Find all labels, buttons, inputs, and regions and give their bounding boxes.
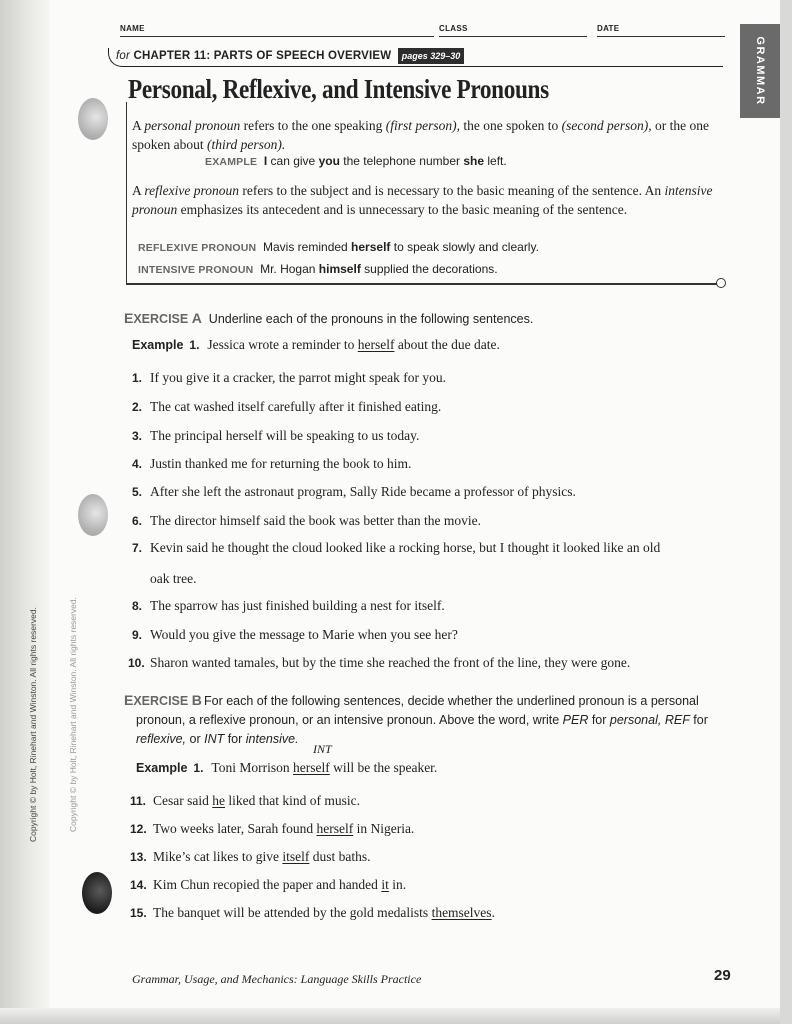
exercise-item: 2. The cat washed itself carefully after it finished eating.: [132, 399, 442, 414]
exercise-item: 9. Would you give the message to Marie when you see her?: [132, 627, 458, 642]
copyright-notice: Copyright © by Holt, Rinehart and Winston. All rights reserved.: [28, 607, 38, 842]
exercise-item-continued: oak tree.: [150, 571, 197, 586]
personal-pronoun-definition: A personal pronoun refers to the one speaking (first person), the one spoken to (second person), or the one spoken about (third person).: [132, 118, 709, 152]
grammar-side-tab: GRAMMAR: [740, 24, 780, 118]
exercise-b-heading: EXERCISE B: [124, 692, 202, 708]
exercise-item: 1. If you give it a cracker, the parrot might speak for you.: [132, 370, 446, 385]
exercise-item: 5. After she left the astronaut program, Sally Ride became a professor of physics.: [132, 484, 576, 499]
date-line: [597, 36, 725, 37]
binder-hole: [78, 494, 108, 536]
chapter-heading: for CHAPTER 11: PARTS OF SPEECH OVERVIEW: [116, 50, 392, 62]
class-label: CLASS: [439, 24, 468, 33]
exercise-item: 13. Mike’s cat likes to give itself dust baths.: [130, 849, 371, 864]
exercise-item: 14. Kim Chun recopied the paper and handed it in.: [130, 877, 407, 892]
exercise-item: 11. Cesar said he liked that kind of music.: [130, 793, 360, 808]
class-line: [439, 36, 587, 37]
exercise-b-instructions: For each of the following sentences, decide whether the underlined pronoun is a personal pronoun, a reflexive pronoun, or an intensive pronoun. Above the word, write PER for personal, REF for reflexive, or INT for intensive.: [136, 694, 708, 746]
binder-hole: [78, 98, 108, 140]
copyright-notice-faint: Copyright © by Holt, Rinehart and Winston. All rights reserved.: [68, 597, 78, 832]
footer-title: Grammar, Usage, and Mechanics: Language Skills Practice: [132, 972, 422, 986]
exercise-item: 7. Kevin said he thought the cloud looked like a rocking horse, but I thought it looked like an old: [132, 540, 661, 555]
pages-badge: pages 329–30: [398, 48, 464, 64]
reflexive-example: REFLEXIVE PRONOUN Mavis reminded herself to speak slowly and clearly.: [138, 240, 539, 254]
name-label: NAME: [120, 24, 145, 33]
reflexive-intensive-definition: A reflexive pronoun refers to the subject and is necessary to the basic meaning of the sentence. An intensive pronoun emphasizes its antecedent and is unnecessary to the basic meaning of the sentence.: [132, 183, 713, 217]
exercise-item: 12. Two weeks later, Sarah found herself in Nigeria.: [130, 821, 415, 836]
box-border: [126, 102, 127, 284]
exercise-item: 3. The principal herself will be speaking to us today.: [132, 428, 420, 443]
handwritten-annotation: INT: [313, 742, 332, 756]
exercise-item: 10. Sharon wanted tamales, but by the time she reached the front of the line, they were gone.: [128, 655, 631, 670]
page-title: Personal, Reflexive, and Intensive Pronouns: [128, 74, 549, 104]
intensive-example: INTENSIVE PRONOUN Mr. Hogan himself supplied the decorations.: [138, 262, 498, 276]
example-sentence: EXAMPLE I can give you the telephone number she left.: [205, 154, 507, 168]
exercise-a-heading: EXERCISE A Underline each of the pronouns in the following sentences.: [124, 310, 534, 326]
exercise-item: 4. Justin thanked me for returning the book to him.: [132, 456, 412, 471]
box-border: [126, 283, 718, 285]
date-label: DATE: [597, 24, 620, 33]
exercise-item: 8. The sparrow has just finished building a nest for itself.: [132, 598, 445, 613]
exercise-item: 6. The director himself said the book was better than the movie.: [132, 513, 482, 528]
box-end-dot: [716, 278, 726, 288]
page-number: 29: [714, 967, 731, 984]
exercise-b-example: Example 1. Toni Morrison herself will be the speaker.: [136, 760, 438, 775]
binding-spine: [0, 0, 50, 1024]
binder-hole: [82, 872, 112, 914]
exercise-item: 15. The banquet will be attended by the gold medalists themselves.: [130, 905, 495, 920]
exercise-a-example: Example 1. Jessica wrote a reminder to herself about the due date.: [132, 337, 500, 352]
name-line: [120, 36, 434, 37]
page-edge-shadow: [0, 1008, 780, 1024]
